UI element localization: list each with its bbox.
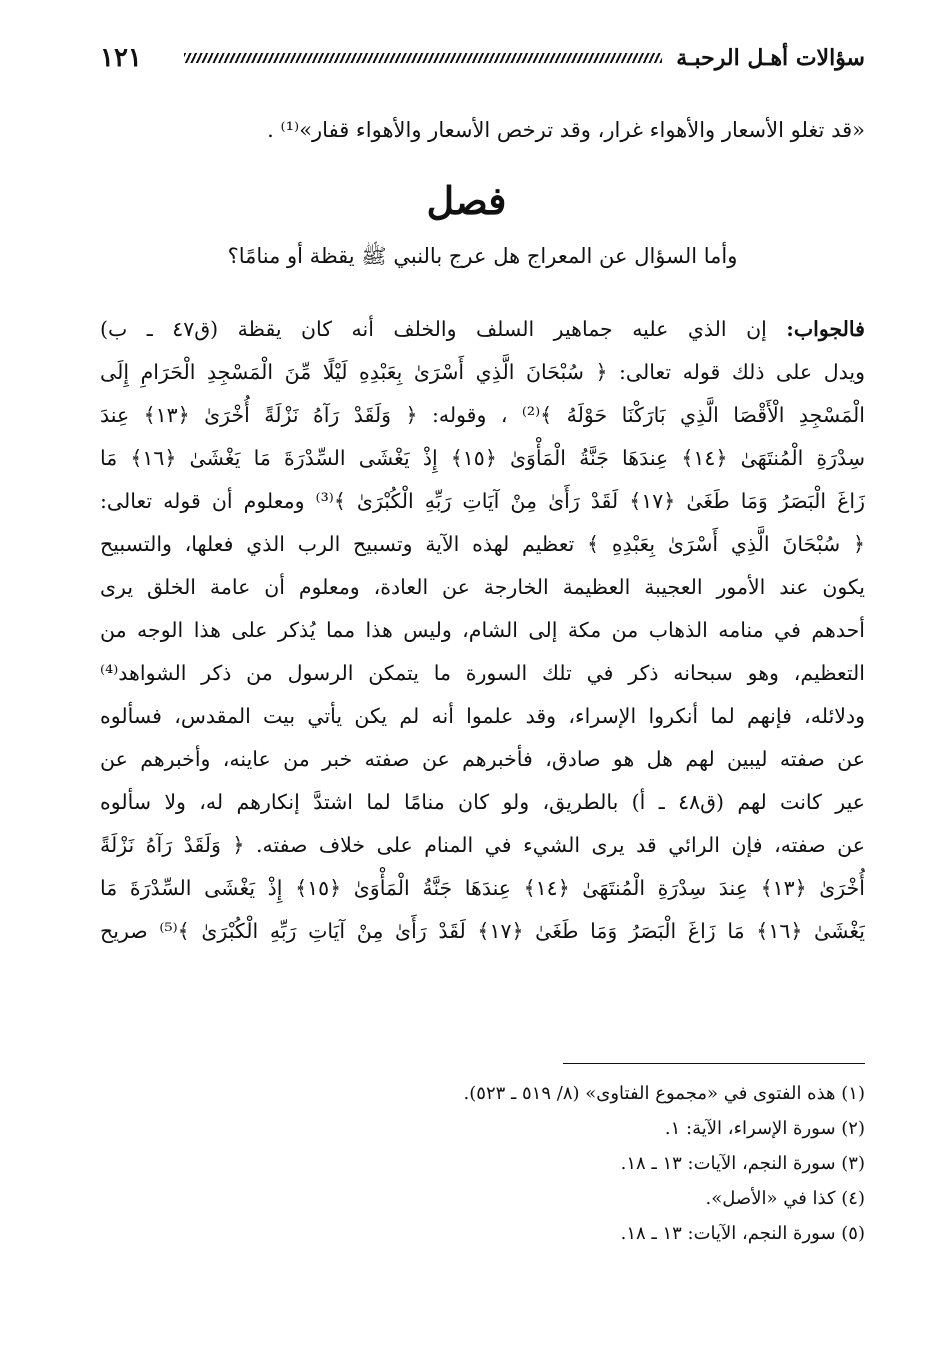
answer-line: ويدل على ذلك قوله تعالى: ﴿ سُبْحَانَ الَّذِي أَسْرَىٰ بِعَبْدِهِ لَيْلًا مِّنَ الْمَسْجِدِ الْحَرَامِ إِلَى	[100, 360, 865, 384]
quote-line: «قد تغلو الأسعار والأهواء غرار، وقد ترخص الأسعار والأهواء قفار»⁽¹⁾ .	[267, 118, 865, 142]
footnote-separator	[563, 1063, 865, 1064]
answer-line-text: إن الذي عليه جماهير السلف والخلف أنه كان يقظة (ق٤٧ ـ ب)	[100, 317, 767, 341]
answer-line: ودلائله، فإنهم لما أنكروا الإسراء، وقد علموا أنه لم يكن يأتي بيت المقدس، فسألوه	[100, 704, 865, 728]
answer-line: ﴿ سُبْحَانَ الَّذِي أَسْرَىٰ بِعَبْدِهِ ﴾ تعظيم لهذه الآية وتسبيح الرب الذي فعلها، والتسبيح	[100, 532, 865, 556]
answer-line: عن صفته، فإن الرائي قد يرى الشيء في المنام على خلاف صفته. ﴿ وَلَقَدْ رَآهُ نَزْلَةً	[100, 833, 865, 857]
question-text: وأما السؤال عن المعراج هل عرج بالنبي ﷺ يقظة أو منامًا؟	[227, 244, 738, 268]
running-title: سؤالات أهـل الرحبـة	[676, 45, 865, 71]
footnotes	[100, 1076, 865, 1251]
footnote-item: (٤) كذا في «الأصل».	[705, 1188, 865, 1209]
answer-line: الْمَسْجِدِ الْأَقْصَا الَّذِي بَارَكْنَا حَوْلَهُ ﴾⁽²⁾ ، وقوله: ﴿ وَلَقَدْ رَآهُ نَزْلَةً أُخْرَىٰ ﴿١٣﴾ عِندَ	[100, 403, 865, 427]
answer-body	[100, 308, 865, 953]
footnote-item: (٣) سورة النجم، الآيات: ١٣ ـ ١٨.	[620, 1153, 865, 1174]
page-header	[100, 36, 865, 80]
answer-line: سِدْرَةِ الْمُنتَهَىٰ ﴿١٤﴾ عِندَهَا جَنَّةُ الْمَأْوَىٰ ﴿١٥﴾ إِذْ يَغْشَى السِّدْرَةَ مَا يَغْشَىٰ ﴿١٦﴾ مَا	[100, 446, 865, 470]
answer-lead: فالجواب:	[786, 317, 865, 341]
answer-line: أُخْرَىٰ ﴿١٣﴾ عِندَ سِدْرَةِ الْمُنتَهَىٰ ﴿١٤﴾ عِندَهَا جَنَّةُ الْمَأْوَىٰ ﴿١٥﴾ إِذْ يَغْشَى السِّدْرَةَ مَا	[100, 876, 865, 900]
section-title: فصل	[426, 178, 507, 223]
header-rule	[184, 53, 662, 63]
answer-line: عير كانت لهم (ق٤٨ ـ أ) بالطريق، ولو كان منامًا لما اشتدَّ إنكارهم له، ولا سألوه	[100, 790, 865, 814]
footnote-item: (١) هذه الفتوى في «مجموع الفتاوى» (٨/ ٥١٩ ـ ٥٢٣).	[463, 1083, 865, 1104]
answer-line: أحدهم في منامه الذهاب من مكة إلى الشام، وليس هذا مما يُذكر على هذا الوجه من	[100, 618, 865, 642]
footnote-item: (٢) سورة الإسراء، الآية: ١.	[664, 1118, 865, 1139]
answer-line: زَاغَ الْبَصَرُ وَمَا طَغَىٰ ﴿١٧﴾ لَقَدْ رَأَىٰ مِنْ آيَاتِ رَبِّهِ الْكُبْرَىٰ ﴾⁽³⁾ ومعلوم أن قوله تعالى:	[100, 489, 865, 513]
answer-line: يكون عند الأمور العجيبة العظيمة الخارجة عن العادة، ومعلوم أن عامة الخلق يرى	[100, 575, 865, 599]
answer-line	[100, 308, 865, 351]
footnote-item: (٥) سورة النجم، الآيات: ١٣ ـ ١٨.	[620, 1223, 865, 1244]
page-number: ١٢١	[100, 43, 142, 73]
answer-line: التعظيم، وهو سبحانه ذكر في تلك السورة ما يتمكن الرسول من ذكر الشواهد⁽⁴⁾	[100, 661, 865, 685]
answer-line: عن صفته ليبين لهم هل هو صادق، فأخبرهم عن صفته خبر من عاينه، وأخبرهم عن	[100, 747, 865, 771]
answer-line: يَغْشَىٰ ﴿١٦﴾ مَا زَاغَ الْبَصَرُ وَمَا طَغَىٰ ﴿١٧﴾ لَقَدْ رَأَىٰ مِنْ آيَاتِ رَبِّهِ الْكُبْرَىٰ ﴾⁽⁵⁾ صريح	[100, 919, 865, 943]
